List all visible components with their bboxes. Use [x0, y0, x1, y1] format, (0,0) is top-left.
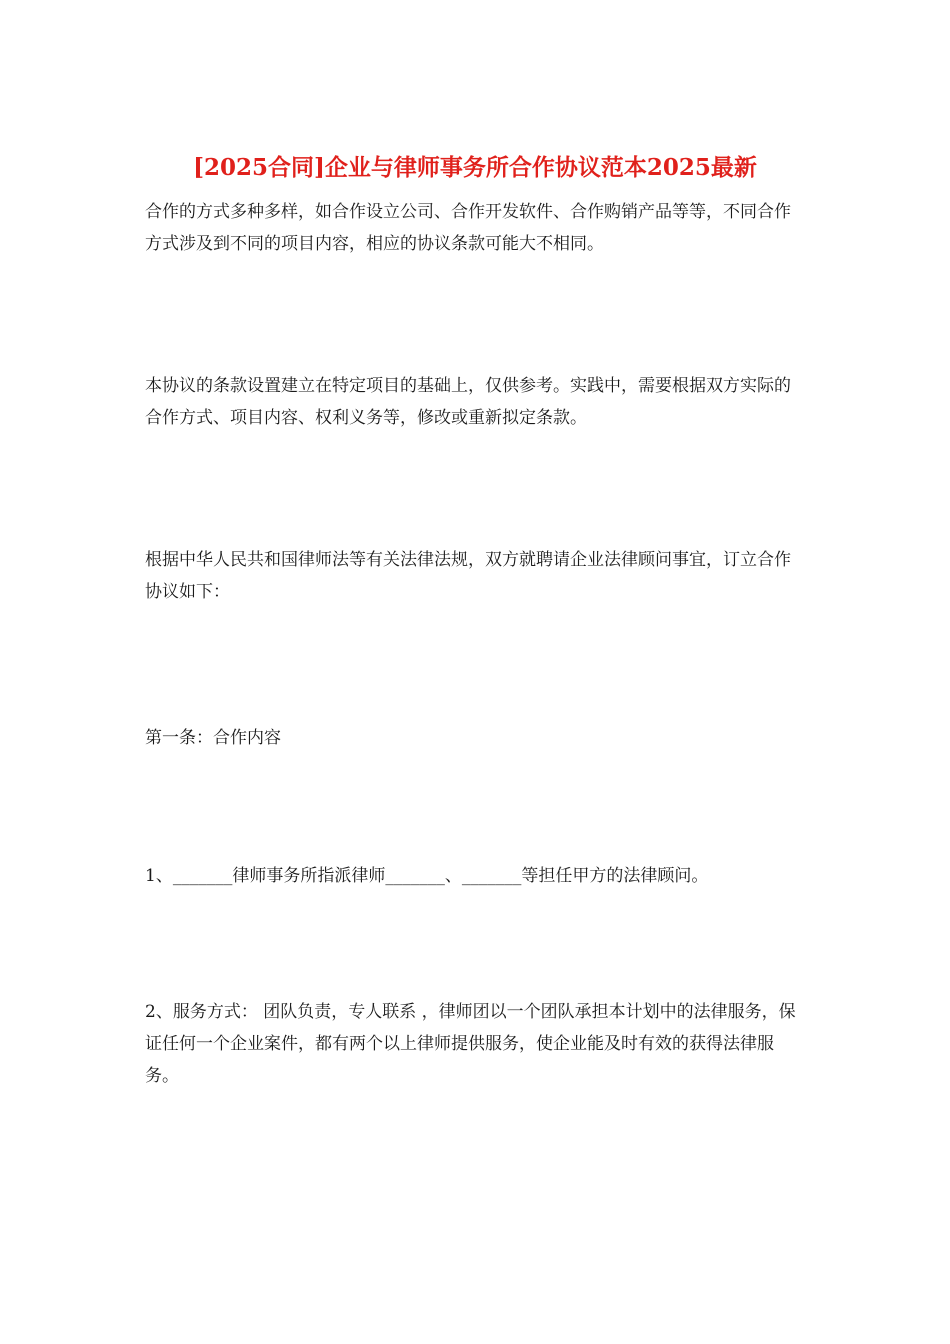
intro-paragraph: 合作的方式多种多样，如合作设立公司、合作开发软件、合作购销产品等等，不同合作方式涉及到不同的项目内容，相应的协议条款可能大不相同。 — [145, 202, 791, 254]
clause-two-paragraph: 2、服务方式： 团队负责，专人联系 ，律师团以一个团队承担本计划中的法律服务，保证任何一个企业案件，都有两个以上律师提供服务，使企业能及时有效的获得法律服务。 — [145, 1002, 796, 1086]
reference-note-paragraph: 本协议的条款设置建立在特定项目的基础上，仅供参考。实践中，需要根据双方实际的合作方式、项目内容、权利义务等，修改或重新拟定条款。 — [145, 376, 791, 428]
document-title: [2025合同]企业与律师事务所合作协议范本2025最新 — [193, 154, 757, 181]
legal-basis-paragraph: 根据中华人民共和国律师法等有关法律法规，双方就聘请企业法律顾问事宜，订立合作协议如下： — [145, 550, 791, 602]
article-one-heading: 第一条：合作内容 — [145, 728, 281, 748]
clause-one-paragraph: 1、_______律师事务所指派律师_______、_______等担任甲方的法律顾问。 — [145, 866, 709, 886]
